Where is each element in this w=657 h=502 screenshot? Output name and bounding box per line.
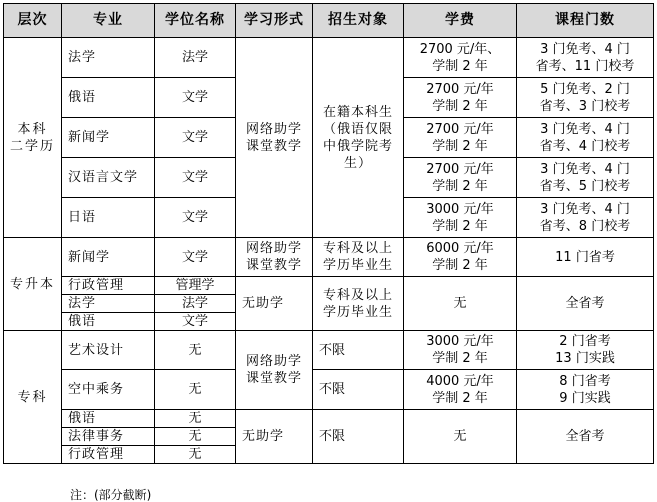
program-table: [3, 3, 654, 464]
degree-cell: 无: [155, 410, 236, 428]
degree-cell: 无: [155, 446, 236, 464]
header-major: 专业: [62, 4, 155, 38]
courses-cell: 2 门省考 13 门实践: [517, 331, 654, 370]
major-cell: 俄语: [62, 410, 155, 428]
fee-cell: 3000 元/年 学制 2 年: [404, 198, 517, 238]
degree-cell: 法学: [155, 38, 236, 78]
table-row: [4, 277, 654, 295]
target-cell: 不限: [313, 370, 404, 410]
major-cell: 新闻学: [62, 238, 155, 277]
footnote: 注：(部分截断): [70, 488, 152, 502]
fee-cell: 2700 元/年 学制 2 年: [404, 118, 517, 158]
level-cell: 专科: [4, 331, 62, 464]
fee-cell: 3000 元/年 学制 2 年: [404, 331, 517, 370]
degree-cell: 文学: [155, 118, 236, 158]
fee-cell: 无: [404, 410, 517, 464]
courses-cell: 11 门省考: [517, 238, 654, 277]
header-fee: 学费: [404, 4, 517, 38]
degree-cell: 文学: [155, 313, 236, 331]
table-row: [4, 410, 654, 428]
major-cell: 法学: [62, 38, 155, 78]
fee-cell: 2700 元/年 学制 2 年: [404, 78, 517, 118]
header-row: [4, 4, 654, 38]
study-form-cell: 无助学: [236, 277, 313, 331]
courses-cell: 8 门省考 9 门实践: [517, 370, 654, 410]
target-cell: 专科及以上 学历毕业生: [313, 238, 404, 277]
major-cell: 法律事务: [62, 428, 155, 446]
degree-cell: 管理学: [155, 277, 236, 295]
fee-cell: 2700 元/年 学制 2 年: [404, 158, 517, 198]
major-cell: 艺术设计: [62, 331, 155, 370]
degree-cell: 无: [155, 370, 236, 410]
level-cell: 专升本: [4, 238, 62, 331]
fee-cell: 4000 元/年 学制 2 年: [404, 370, 517, 410]
major-cell: 行政管理: [62, 277, 155, 295]
courses-cell: 全省考: [517, 277, 654, 331]
courses-cell: 全省考: [517, 410, 654, 464]
degree-cell: 法学: [155, 295, 236, 313]
major-cell: 行政管理: [62, 446, 155, 464]
header-target: 招生对象: [313, 4, 404, 38]
degree-cell: 文学: [155, 78, 236, 118]
degree-cell: 无: [155, 428, 236, 446]
fee-cell: 无: [404, 277, 517, 331]
courses-cell: 3 门免考、4 门 省考、4 门校考: [517, 118, 654, 158]
table-row: [4, 370, 654, 410]
major-cell: 汉语言文学: [62, 158, 155, 198]
fee-cell: 6000 元/年 学制 2 年: [404, 238, 517, 277]
level-cell: 本科 二学历: [4, 38, 62, 238]
fee-cell: 2700 元/年、 学制 2 年: [404, 38, 517, 78]
major-cell: 法学: [62, 295, 155, 313]
study-form-cell: 网络助学 课堂教学: [236, 238, 313, 277]
degree-cell: 文学: [155, 198, 236, 238]
courses-cell: 3 门免考、4 门 省考、8 门校考: [517, 198, 654, 238]
degree-cell: 无: [155, 331, 236, 370]
target-cell: 在籍本科生 （俄语仅限 中俄学院考 生）: [313, 38, 404, 238]
header-courses: 课程门数: [517, 4, 654, 38]
header-degree: 学位名称: [155, 4, 236, 38]
study-form-cell: 无助学: [236, 410, 313, 464]
target-cell: 专科及以上 学历毕业生: [313, 277, 404, 331]
major-cell: 日语: [62, 198, 155, 238]
courses-cell: 3 门免考、4 门 省考、11 门校考: [517, 38, 654, 78]
major-cell: 俄语: [62, 313, 155, 331]
table-row: [4, 238, 654, 277]
courses-cell: 3 门免考、4 门 省考、5 门校考: [517, 158, 654, 198]
header-study-form: 学习形式: [236, 4, 313, 38]
study-form-cell: 网络助学 课堂教学: [236, 38, 313, 238]
major-cell: 新闻学: [62, 118, 155, 158]
major-cell: 俄语: [62, 78, 155, 118]
target-cell: 不限: [313, 331, 404, 370]
table-row: [4, 331, 654, 370]
courses-cell: 5 门免考、2 门 省考、3 门校考: [517, 78, 654, 118]
target-cell: 不限: [313, 410, 404, 464]
degree-cell: 文学: [155, 158, 236, 198]
degree-cell: 文学: [155, 238, 236, 277]
header-level: 层次: [4, 4, 62, 38]
table-row: [4, 38, 654, 78]
major-cell: 空中乘务: [62, 370, 155, 410]
study-form-cell: 网络助学 课堂教学: [236, 331, 313, 410]
